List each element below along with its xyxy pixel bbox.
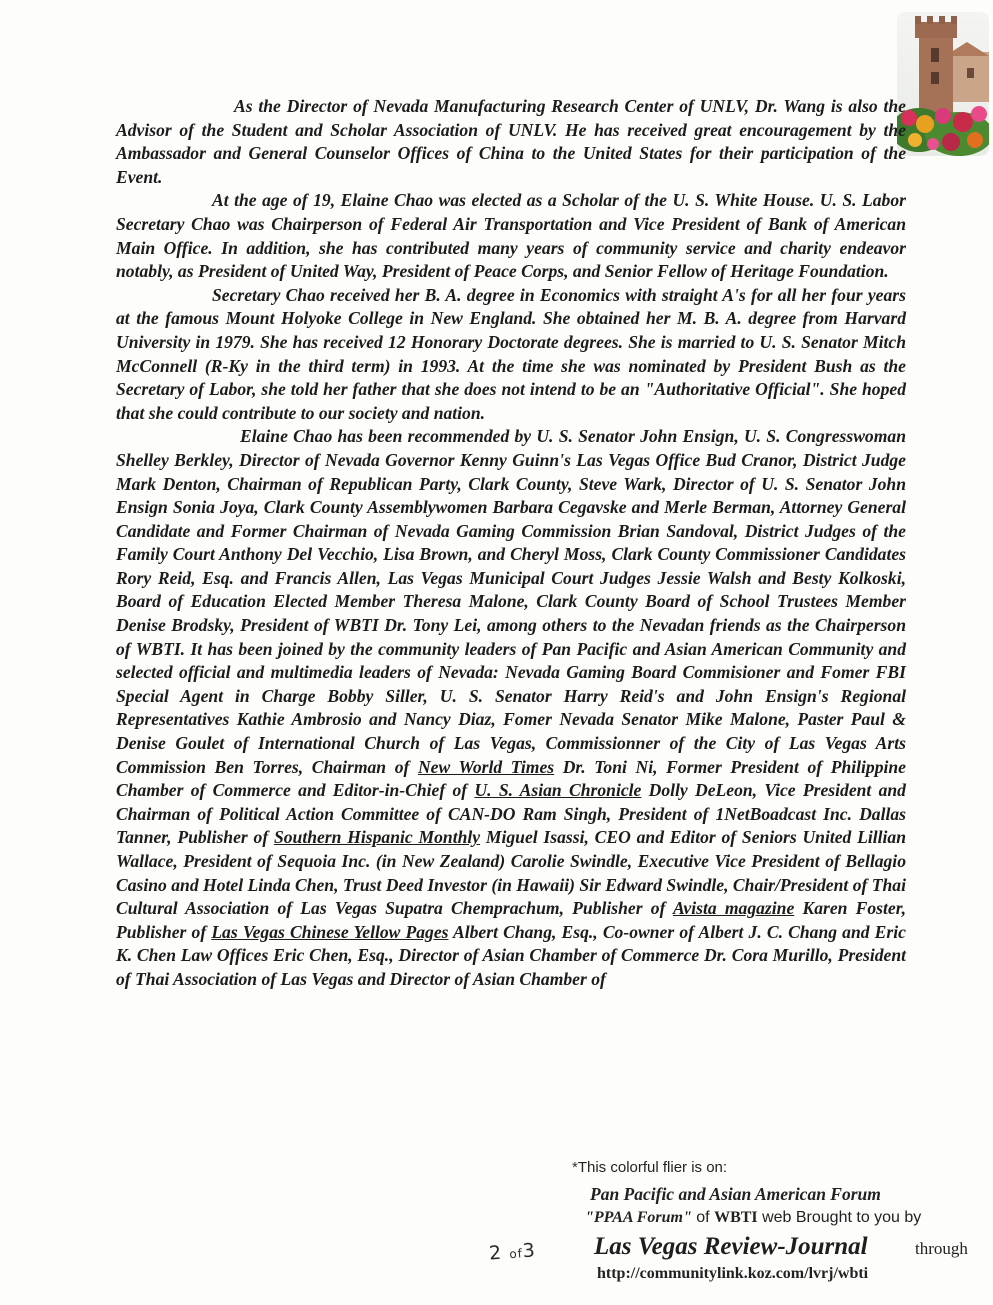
article-body	[116, 95, 906, 992]
forum-quote: "PPAA Forum"	[585, 1209, 692, 1226]
wbti-label: WBTI	[714, 1209, 758, 1226]
recommendations-text-f: Albert Chang, Esq., Co-owner of Albert J. C. Chang and Eric K. Chen Law Offices Eric Chen, Esq., Director of Asian Chamber of Commerce Dr. Cora Murillo, President of Thai Association of Las Vegas and Director of Asian Chamber of	[116, 921, 906, 989]
paragraph-white-house-scholar: At the age of 19, Elaine Chao was elected as a Scholar of the U. S. White House. U. S. Labor Secretary Chao was Chairperson of Federal Air Transportation and Vice President of Bank of American Main Office. In addition, she has contributed many years of community service and charity endeavor notably, as President of United Way, President of Peace Corps, and Senior Fellow of Heritage Foundation.	[116, 190, 906, 282]
recommendations-text-e: Karen Foster, Publisher of	[116, 898, 906, 942]
forum-name: Pan Pacific and Asian American Forum	[590, 1184, 881, 1204]
castle-tower-photo	[897, 12, 989, 156]
southern-hispanic-monthly-link[interactable]: Southern Hispanic Monthly	[273, 827, 481, 848]
las-vegas-chinese-yellow-pages-link[interactable]: Las Vegas Chinese Yellow Pages	[211, 921, 449, 942]
recommendations-text-d: Miguel Isassi, CEO and Editor of Seniors United Lillian Wallace, President of Sequoia Inc. (in New Zealand) Carolie Swindle, Executive Vice President of Bellagio Casino and Hotel Linda Chen, Trust Deed Investor (in Hawaii) Sir Edward Swindle, Chair/President of Thai Cultural Association of Las Vegas Supatra Chemprachum, Publisher of	[116, 827, 906, 919]
paragraph-unlv-advisor: As the Director of Nevada Manufacturing Research Center of UNLV, Dr. Wang is also the Advisor of the Student and Scholar Association of UNLV. He has received great encouragement by the Ambassador and General Counselor Offices of China to the United States for their participation of the Event.	[116, 96, 906, 187]
page-total: 3	[521, 1239, 537, 1263]
page-mark: 2	[488, 1241, 503, 1265]
flier-note-text: This colorful flier is on:	[577, 1159, 728, 1176]
page-of: of	[508, 1246, 524, 1262]
through-text: through	[915, 1239, 968, 1258]
forum-line	[585, 1209, 921, 1227]
recommendations-text-c: Dolly DeLeon, Vice President and Chairman of Political Action Committee of CAN-DO Ram Singh, President of 1NetBoadcast Inc. Dallas Tanner, Publisher of	[116, 780, 906, 848]
web-brought-text: web Brought to you by	[757, 1209, 922, 1226]
newspaper-name: Las Vegas Review-Journal	[594, 1233, 868, 1260]
page-number-handwritten	[488, 1239, 536, 1264]
website-url[interactable]: http://communitylink.koz.com/lvrj/wbti	[597, 1265, 869, 1282]
avista-magazine-link[interactable]: Avista magazine	[672, 898, 795, 919]
paragraph-recommendations	[116, 425, 906, 991]
of-text: of	[691, 1209, 715, 1226]
castle-tower-flowers-icon	[897, 12, 989, 156]
us-asian-chronicle-link[interactable]: U. S. Asian Chronicle	[474, 780, 642, 801]
flier-note	[572, 1159, 727, 1176]
recommendations-text-b: Dr. Toni Ni, Former President of Philippine Chamber of Commerce and Editor-in-Chief of	[116, 756, 906, 801]
recommendations-text-a: Elaine Chao has been recommended by U. S. Senator John Ensign, U. S. Congresswoman Shelley Berkley, Director of Nevada Governor Kenny Guinn's Las Vegas Office Bud Cranor, District Judge Mark Denton, Chairman of Republican Party, Clark County, Steve Wark, Director of U. S. Senator John Ensign Sonia Joya, Clark County Assemblywomen Barbara Cegavske and Merle Berman, Attorney General Candidate and Former Chairman of Nevada Gaming Commission Brian Sandoval, District Judges of the Family Court Anthony Del Vecchio, Lisa Brown, and Cheryl Moss, Clark County Commissioner Candidates Rory Reid, Esq. and Francis Allen, Las Vegas Municipal Court Judges Jessie Walsh and Besty Kolkoski, Board of Education Elected Member Theresa Malone, Clark County Board of School Trustees Member Denise Brodsky, President of WBTI Dr. Tony Lei, among others to the Nevadan friends as the Chairperson of WBTI. It has been joined by the community leaders of Pan Pacific and Asian American Community and selected official and multimedia leaders of Nevada: Nevada Gaming Board Commisioner and Fomer FBI Special Agent in Charge Bobby Siller, U. S. Senator Harry Reid's and John Ensign's Regional Representatives Kathie Ambrosio and Nancy Diaz, Fomer Nevada Senator Mike Malone, Paster Paul & Denise Goulet of International Church of Las Vegas, Commissionner of the City of Las Vegas Arts Commission Ben Torres, Chairman of	[116, 426, 906, 777]
asterisk-icon: *	[572, 1159, 578, 1176]
new-world-times-link[interactable]: New World Times	[417, 756, 555, 777]
paragraph-education: Secretary Chao received her B. A. degree in Economics with straight A's for all her four years at the famous Mount Holyoke College in New England. She obtained her M. B. A. degree from Harvard University in 1979. She has received 12 Honorary Doctorate degrees. She is married to U. S. Senator Mitch McConnell (R-Ky in the third term) in 1993. At the time she was nominated by President Bush as the Secretary of Labor, she told her father that she does not intend to be an "Authoritative Official". She hoped that she could contribute to our society and nation.	[116, 284, 906, 423]
